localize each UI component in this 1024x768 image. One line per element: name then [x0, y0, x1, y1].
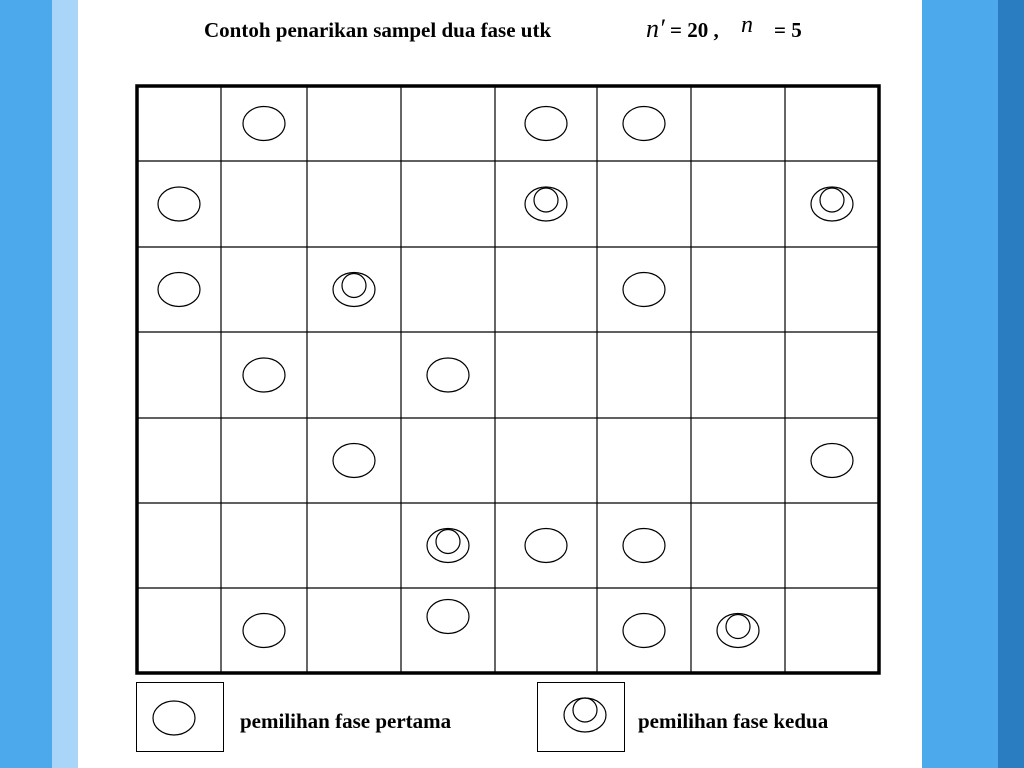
first-phase-ellipse-icon: [427, 529, 469, 563]
second-phase-circle-icon: [573, 698, 597, 722]
second-phase-circle-icon: [342, 274, 366, 298]
first-phase-ellipse-icon: [427, 358, 469, 392]
first-phase-ellipse-icon: [564, 698, 606, 732]
first-phase-ellipse-icon: [623, 273, 665, 307]
first-phase-ellipse-icon: [243, 107, 285, 141]
legend-first-phase-label: pemilihan fase pertama: [240, 709, 452, 733]
second-phase-circle-icon: [820, 188, 844, 212]
title-n-value: = 5: [774, 18, 802, 42]
second-phase-circle-icon: [534, 188, 558, 212]
first-phase-ellipse-icon: [525, 107, 567, 141]
first-phase-ellipse-icon: [243, 358, 285, 392]
first-phase-ellipse-icon: [333, 444, 375, 478]
first-phase-ellipse-icon: [153, 701, 195, 735]
first-phase-ellipse-icon: [333, 273, 375, 307]
grid-lines: [137, 86, 879, 673]
first-phase-ellipse-icon: [623, 529, 665, 563]
legend-first-phase-box: [136, 682, 224, 752]
first-phase-ellipse-icon: [243, 614, 285, 648]
first-phase-ellipse-icon: [158, 273, 200, 307]
first-phase-ellipse-icon: [811, 187, 853, 221]
title-var-n-prime: n′: [646, 14, 665, 43]
first-phase-ellipse-icon: [811, 444, 853, 478]
legend-second-phase-label: pemilihan fase kedua: [638, 709, 829, 733]
second-phase-circle-icon: [726, 615, 750, 639]
grid-marks: [158, 107, 853, 648]
first-phase-ellipse-icon: [525, 187, 567, 221]
first-phase-ellipse-icon: [427, 600, 469, 634]
title-var-n: n: [741, 12, 753, 38]
legend-second-phase-box: [537, 682, 625, 752]
grid-border: [137, 86, 879, 673]
first-phase-ellipse-icon: [717, 614, 759, 648]
title-prefix: Contoh penarikan sampel dua fase utk: [204, 18, 552, 42]
first-phase-ellipse-icon: [623, 614, 665, 648]
first-phase-ellipse-icon: [158, 187, 200, 221]
first-phase-ellipse-icon: [623, 107, 665, 141]
title-n-prime-value: = 20 ,: [670, 18, 719, 42]
first-phase-ellipse-icon: [525, 529, 567, 563]
second-phase-circle-icon: [436, 530, 460, 554]
